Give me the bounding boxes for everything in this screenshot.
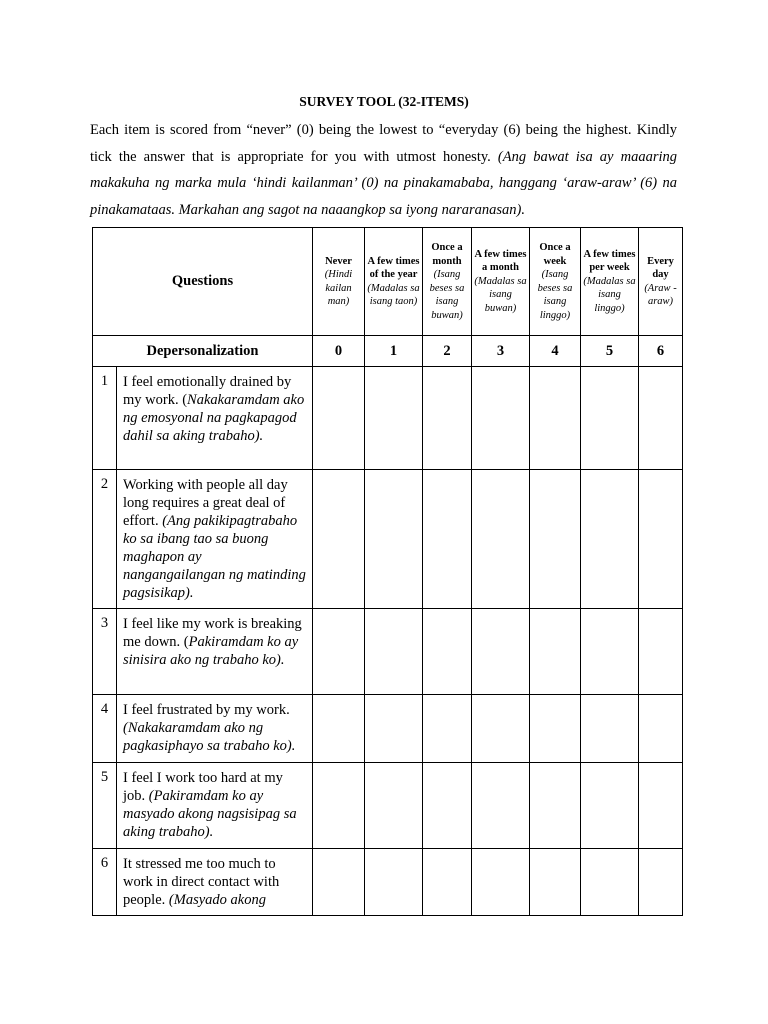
- answer-cell[interactable]: [639, 470, 683, 609]
- answer-cell[interactable]: [530, 367, 581, 470]
- answer-cell[interactable]: [639, 367, 683, 470]
- scale-value: 4: [530, 336, 581, 367]
- answer-cell[interactable]: [581, 609, 639, 695]
- item-number: 1: [93, 367, 117, 470]
- answer-cell[interactable]: [423, 470, 472, 609]
- section-row: [93, 336, 683, 367]
- answer-cell[interactable]: [472, 763, 530, 849]
- answer-cell[interactable]: [423, 763, 472, 849]
- answer-cell[interactable]: [472, 849, 530, 916]
- answer-cell[interactable]: [365, 470, 423, 609]
- answer-cell[interactable]: [530, 763, 581, 849]
- answer-cell[interactable]: [313, 849, 365, 916]
- item-number: 4: [93, 695, 117, 763]
- answer-cell[interactable]: [639, 609, 683, 695]
- item-number: 5: [93, 763, 117, 849]
- answer-cell[interactable]: [472, 609, 530, 695]
- scale-value: 0: [313, 336, 365, 367]
- header-row: [93, 228, 683, 336]
- answer-cell[interactable]: [530, 695, 581, 763]
- answer-cell[interactable]: [423, 695, 472, 763]
- answer-cell[interactable]: [313, 763, 365, 849]
- column-header-6: Every day (Araw - araw): [639, 228, 683, 336]
- table-row: [93, 609, 683, 695]
- answer-cell[interactable]: [423, 367, 472, 470]
- answer-cell[interactable]: [365, 695, 423, 763]
- item-number: 2: [93, 470, 117, 609]
- answer-cell[interactable]: [313, 367, 365, 470]
- item-number: 6: [93, 849, 117, 916]
- item-question: Working with people all day long requires a great deal of effort. (Ang pakikipagtrabaho ko sa ibang tao sa buong maghapon ay nangangailangan ng matinding pagsisikap).: [117, 470, 313, 609]
- answer-cell[interactable]: [581, 849, 639, 916]
- scale-value: 1: [365, 336, 423, 367]
- intro-paragraph: [90, 117, 677, 223]
- answer-cell[interactable]: [423, 849, 472, 916]
- answer-cell[interactable]: [530, 849, 581, 916]
- scale-value: 2: [423, 336, 472, 367]
- intro-english: Each item is scored from “never” (0) being the lowest to “everyday (6) being the highest. Kindly tick the answer that is appropriate for you with utmost honesty.: [90, 122, 677, 165]
- answer-cell[interactable]: [365, 367, 423, 470]
- item-question: I feel like my work is breaking me down. (Pakiramdam ko ay sinisira ako ng trabaho ko).: [117, 609, 313, 695]
- answer-cell[interactable]: [472, 695, 530, 763]
- answer-cell[interactable]: [530, 470, 581, 609]
- answer-cell[interactable]: [581, 763, 639, 849]
- column-header-2: Once a month (Isang beses sa isang buwan): [423, 228, 472, 336]
- answer-cell[interactable]: [365, 609, 423, 695]
- answer-cell[interactable]: [472, 367, 530, 470]
- answer-cell[interactable]: [581, 367, 639, 470]
- answer-cell[interactable]: [581, 695, 639, 763]
- answer-cell[interactable]: [639, 849, 683, 916]
- answer-cell[interactable]: [365, 763, 423, 849]
- table-row: [93, 367, 683, 470]
- column-header-0: Never (Hindi kailan man): [313, 228, 365, 336]
- table-row: [93, 849, 683, 916]
- scale-value: 5: [581, 336, 639, 367]
- answer-cell[interactable]: [530, 609, 581, 695]
- table-row: [93, 695, 683, 763]
- answer-cell[interactable]: [472, 470, 530, 609]
- column-header-5: A few times per week (Madalas sa isang linggo): [581, 228, 639, 336]
- answer-cell[interactable]: [423, 609, 472, 695]
- item-question: It stressed me too much to work in direct contact with people. (Masyado akong: [117, 849, 313, 916]
- answer-cell[interactable]: [639, 763, 683, 849]
- answer-cell[interactable]: [313, 609, 365, 695]
- item-question: I feel frustrated by my work. (Nakakaramdam ako ng pagkasiphayo sa trabaho ko).: [117, 695, 313, 763]
- table-row: [93, 470, 683, 609]
- answer-cell[interactable]: [365, 849, 423, 916]
- column-header-1: A few times of the year (Madalas sa isang taon): [365, 228, 423, 336]
- item-question: I feel I work too hard at my job. (Pakiramdam ko ay masyado akong nagsisipag sa aking trabaho).: [117, 763, 313, 849]
- answer-cell[interactable]: [639, 695, 683, 763]
- section-title: Depersonalization: [93, 336, 313, 367]
- answer-cell[interactable]: [581, 470, 639, 609]
- survey-table: [92, 227, 683, 916]
- column-header-4: Once a week (Isang beses sa isang linggo): [530, 228, 581, 336]
- intro-tagalog: (Ang bawat isa ay maaaring makakuha ng marka mula ‘hindi kailanman’ (0) na pinakamababa, hanggang ‘araw-araw’ (6) na pinakamataas. Markahan ang sagot na naaangkop sa iyong nararanasan).: [90, 148, 677, 218]
- item-number: 3: [93, 609, 117, 695]
- answer-cell[interactable]: [313, 470, 365, 609]
- column-header-3: A few times a month (Madalas sa isang buwan): [472, 228, 530, 336]
- scale-value: 6: [639, 336, 683, 367]
- item-question: I feel emotionally drained by my work. (Nakakaramdam ako ng emosyonal na pagkapagod dahil sa aking trabaho).: [117, 367, 313, 470]
- answer-cell[interactable]: [313, 695, 365, 763]
- document-title: SURVEY TOOL (32-ITEMS): [299, 94, 469, 109]
- scale-value: 3: [472, 336, 530, 367]
- table-row: [93, 763, 683, 849]
- questions-header: Questions: [93, 228, 313, 336]
